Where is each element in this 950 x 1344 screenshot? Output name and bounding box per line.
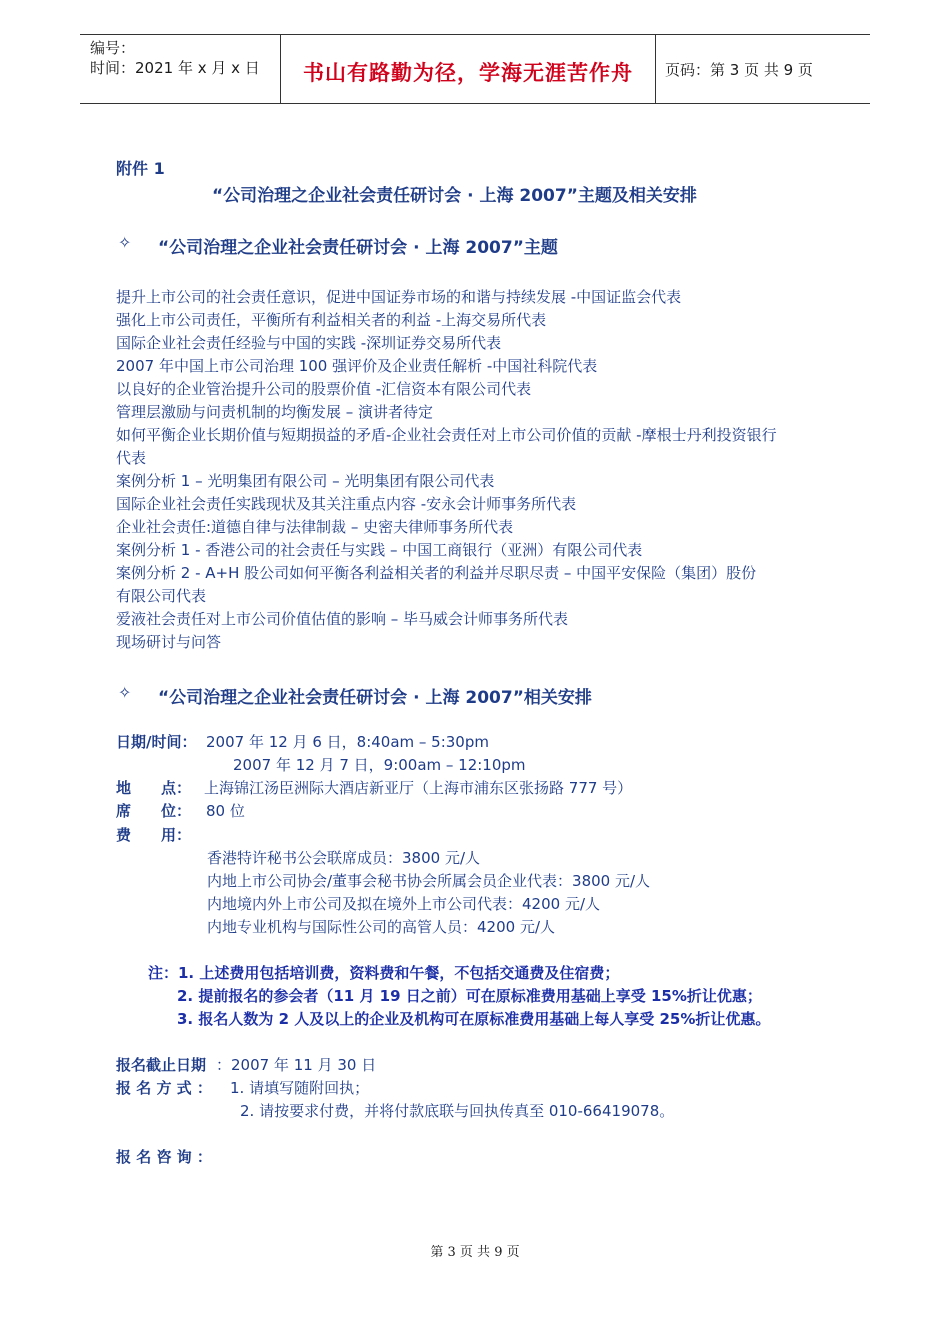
- date-value-2: 2007 年 12 月 7 日，9:00am – 12:10pm: [233, 756, 526, 774]
- fee-item: 内地专业机构与国际性公司的高管人员：4200 元/人: [207, 918, 555, 936]
- list-item: 管理层激励与问责机制的均衡发展 – 演讲者待定: [116, 403, 434, 421]
- fee-label: 费 用：: [116, 826, 192, 844]
- section2-title: “公司治理之企业社会责任研讨会 · 上海 2007”相关安排: [158, 688, 592, 708]
- list-item: 如何平衡企业长期价值与短期损益的矛盾-企业社会责任对上市公司价值的贡献 -摩根士丹利投资银行: [116, 426, 777, 444]
- list-item: 案例分析 2 - A+H 股公司如何平衡各利益相关者的利益并尽职尽责 – 中国平安保险（集团）股份: [116, 564, 757, 582]
- header-page-number: 页码：第 3 页 共 9 页: [665, 61, 813, 79]
- page-header: [80, 34, 870, 104]
- method-step-2: 2. 请按要求付费，并将付款底联与回执传真至 010-66419078。: [240, 1102, 675, 1120]
- header-motto-cell: [280, 35, 656, 103]
- consult-label: 报 名 咨 询 ：: [116, 1148, 212, 1166]
- diamond-bullet-icon: ✧: [118, 683, 132, 702]
- header-meta-cell: [80, 35, 280, 103]
- list-item: 国际企业社会责任实践现状及其关注重点内容 -安永会计师事务所代表: [116, 495, 577, 513]
- method-label: 报 名 方 式 ：: [116, 1079, 212, 1097]
- deadline-label: 报名截止日期: [116, 1056, 207, 1074]
- note-item: 3. 报名人数为 2 人及以上的企业及机构可在原标准费用基础上每人享受 25%折让优惠。: [177, 1010, 771, 1028]
- fee-item: 内地上市公司协会/董事会秘书协会所属会员企业代表：3800 元/人: [207, 872, 651, 890]
- list-item: 代表: [116, 449, 147, 467]
- list-item: 强化上市公司责任，平衡所有利益相关者的利益 -上海交易所代表: [116, 311, 547, 329]
- place-label: 地 点：: [116, 779, 192, 797]
- list-item: 案例分析 1 - 香港公司的社会责任与实践 – 中国工商银行（亚洲）有限公司代表: [116, 541, 643, 559]
- list-item: 以良好的企业管治提升公司的股票价值 -汇信资本有限公司代表: [116, 380, 532, 398]
- header-number: 编号：: [90, 39, 136, 57]
- deadline-value: ：2007 年 11 月 30 日: [216, 1056, 377, 1074]
- fee-item: 内地境内外上市公司及拟在境外上市公司代表：4200 元/人: [207, 895, 600, 913]
- date-label: 日期/时间：: [116, 733, 197, 751]
- list-item: 企业社会责任:道德自律与法律制裁 – 史密夫律师事务所代表: [116, 518, 514, 536]
- annex-label: 附件 1: [116, 159, 165, 178]
- main-title: “公司治理之企业社会责任研讨会 · 上海 2007”主题及相关安排: [212, 186, 697, 206]
- list-item: 2007 年中国上市公司治理 100 强评价及企业责任解析 -中国社科院代表: [116, 357, 598, 375]
- note-item: 注：1. 上述费用包括培训费，资料费和午餐，不包括交通费及住宿费；: [148, 964, 620, 982]
- header-motto: 书山有路勤为径，学海无涯苦作舟: [303, 60, 633, 85]
- diamond-bullet-icon: ✧: [118, 233, 132, 252]
- list-item: 有限公司代表: [116, 587, 207, 605]
- method-step-1: 1. 请填写随附回执；: [230, 1079, 370, 1097]
- list-item: 现场研讨与问答: [116, 633, 222, 651]
- seats-label: 席 位：: [116, 802, 192, 820]
- list-item: 国际企业社会责任经验与中国的实践 -深圳证券交易所代表: [116, 334, 502, 352]
- note-item: 2. 提前报名的参会者（11 月 19 日之前）可在原标准费用基础上享受 15%折让优惠；: [177, 987, 762, 1005]
- list-item: 案例分析 1 – 光明集团有限公司 – 光明集团有限公司代表: [116, 472, 495, 490]
- list-item: 提升上市公司的社会责任意识，促进中国证券市场的和谐与持续发展 -中国证监会代表: [116, 288, 682, 306]
- header-time: 时间：2021 年 x 月 x 日: [90, 59, 260, 77]
- seats-value: 80 位: [206, 802, 245, 820]
- place-value: 上海锦江汤臣洲际大酒店新亚厅（上海市浦东区张扬路 777 号）: [204, 779, 633, 797]
- header-page-cell: [655, 35, 870, 103]
- section1-title: “公司治理之企业社会责任研讨会 · 上海 2007”主题: [158, 238, 558, 258]
- list-item: 爱液社会责任对上市公司价值估值的影响 – 毕马威会计师事务所代表: [116, 610, 569, 628]
- fee-item: 香港特许秘书公会联席成员：3800 元/人: [207, 849, 480, 867]
- date-value-1: 2007 年 12 月 6 日，8:40am – 5:30pm: [206, 733, 489, 751]
- page-footer: 第 3 页 共 9 页: [430, 1245, 520, 1260]
